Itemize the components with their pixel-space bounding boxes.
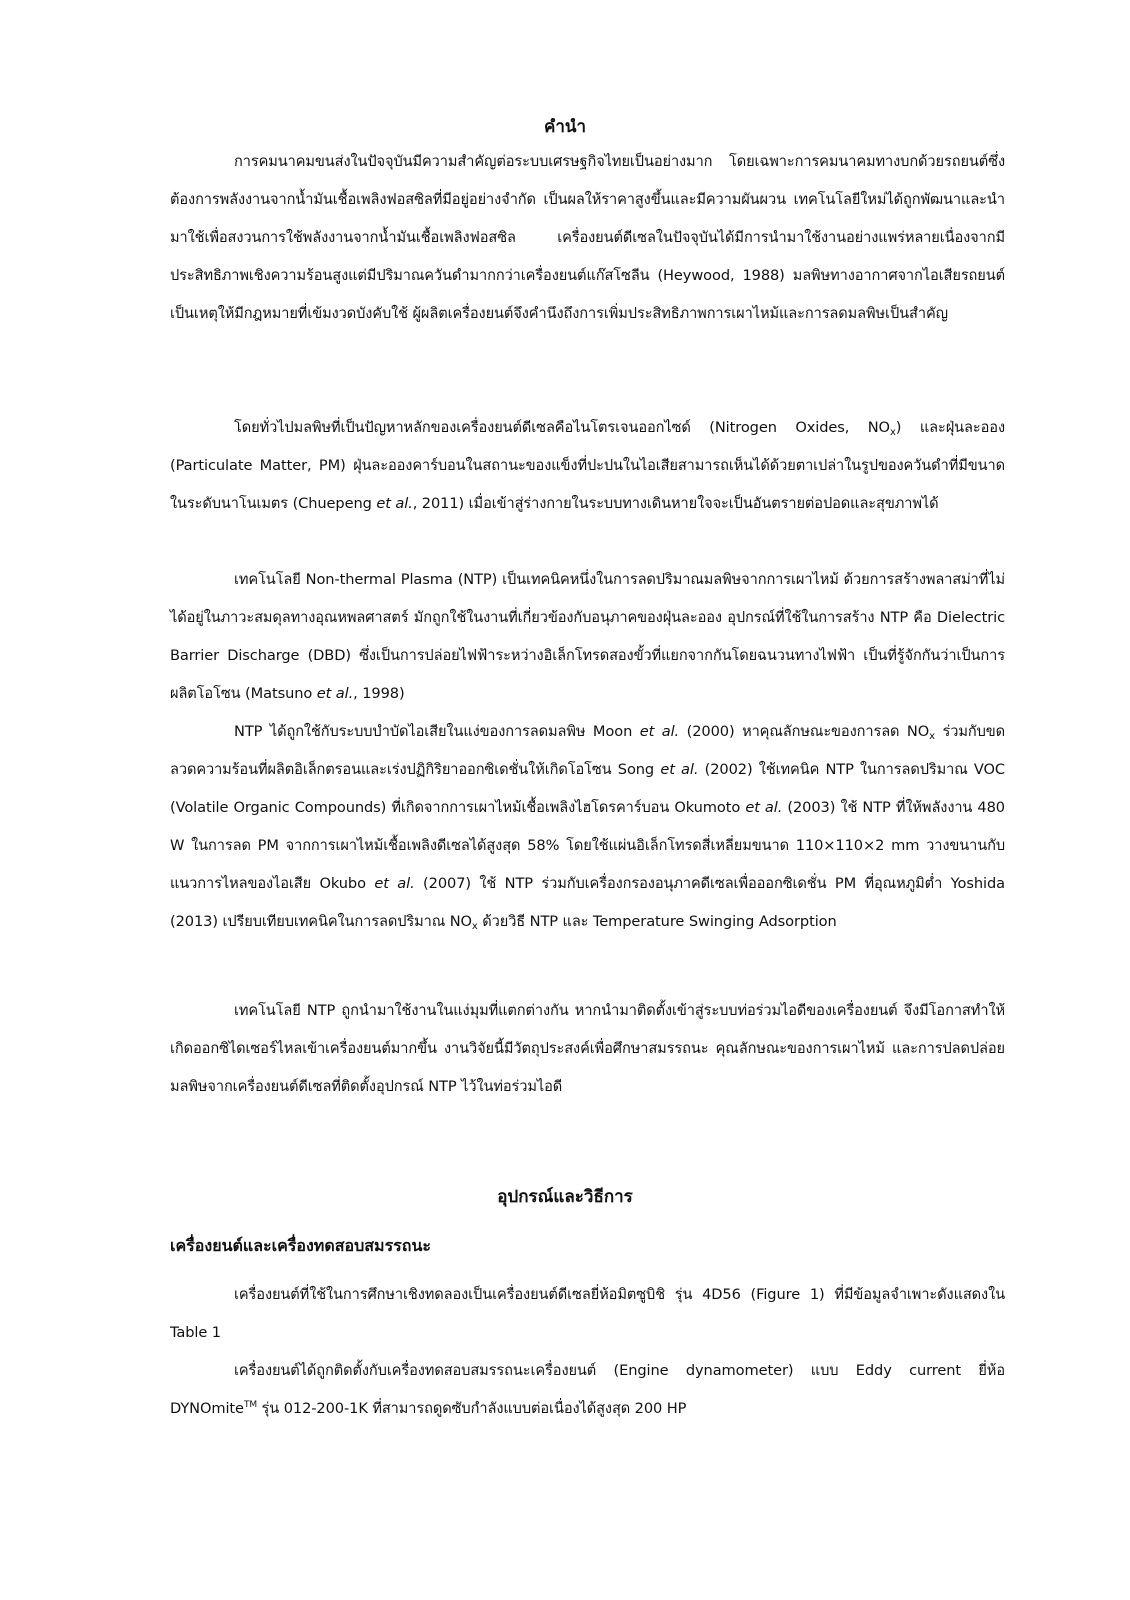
- intro-paragraph-3: เทคโนโลยี Non-thermal Plasma (NTP) เป็นเทคนิคหนึ่งในการลดปริมาณมลพิษจากการเผาไหม้ ด้วยการสร้างพลาสม่าที่ไม่ได้อยู่ในภาวะสมดุลทางอุณหพลศาสตร์ มักถูกใช้ในงานที่เกี่ยวข้องกับอนุภาคของฝุ่นละออง อุปกรณ์ที่ใช้ในการสร้าง NTP คือ Dielectric Barrier Discharge (DBD) ซึ่งเป็นการปล่อยไฟฟ้าระหว่างอิเล็กโทรดสองขั้วที่แยกจากกันโดยฉนวนทางไฟฟ้า เป็นที่รู้จักกันว่าเป็นการผลิตโอโซน (Matsuno et al., 1998): [170, 571, 1005, 702]
- intro-heading: คำนำ: [543, 117, 587, 137]
- methods-heading: อุปกรณ์และวิธีการ: [497, 1187, 633, 1207]
- intro-paragraph-1: การคมนาคมขนส่งในปัจจุบันมีความสำคัญต่อระบบเศรษฐกิจไทยเป็นอย่างมาก โดยเฉพาะการคมนาคมทางบกด้วยรถยนต์ซึ่งต้องการพลังงานจากน้ำมันเชื้อเพลิงฟอสซิลที่มีอยู่อย่างจำกัด เป็นผลให้ราคาสูงขึ้นและมีความผันผวน เทคโนโลยีใหม่ได้ถูกพัฒนาและนำมาใช้เพื่อสงวนการใช้พลังงานจากน้ำมันเชื้อเพลิงฟอสซิล เครื่องยนต์ดีเซลในปัจจุบันได้มีการนำมาใช้งานอย่างแพร่หลายเนื่องจากมีประสิทธิภาพเชิงความร้อนสูงแต่มีปริมาณควันดำมากกว่าเครื่องยนต์แก๊สโซลีน (Heywood, 1988) มลพิษทางอากาศจากไอเสียรถยนต์เป็นเหตุให้มีกฎหมายที่เข้มงวดบังคับใช้ ผู้ผลิตเครื่องยนต์จึงคำนึงถึงการเพิ่มประสิทธิภาพการเผาไหม้และการลดมลพิษเป็นสำคัญ: [170, 153, 1005, 322]
- methods-paragraph-1: เครื่องยนต์ที่ใช้ในการศึกษาเชิงทดลองเป็นเครื่องยนต์ดีเซลยี่ห้อมิตซูบิชิ รุ่น 4D56 (Figure 1) ที่มีข้อมูลจำเพาะดังแสดงใน Table 1: [170, 1286, 1005, 1341]
- intro-paragraph-5: เทคโนโลยี NTP ถูกนำมาใช้งานในแง่มุมที่แตกต่างกัน หากนำมาติดตั้งเข้าสู่ระบบท่อร่วมไอดีของเครื่องยนต์ จึงมีโอกาสทำให้เกิดออกซิไดเซอร์ไหลเข้าเครื่องยนต์มากขึ้น งานวิจัยนี้มีวัตถุประสงค์เพื่อศึกษาสมรรถนะ คุณลักษณะของการเผาไหม้ และการปลดปล่อยมลพิษจากเครื่องยนต์ดีเซลที่ติดตั้งอุปกรณ์ NTP ไว้ในท่อร่วมไอดี: [170, 1002, 1005, 1095]
- methods-subheading: เครื่องยนต์และเครื่องทดสอบสมรรถนะ: [170, 1236, 431, 1255]
- intro-paragraph-4: NTP ได้ถูกใช้กับระบบบำบัดไอเสียในแง่ของการลดมลพิษ Moon et al. (2000) หาคุณลักษณะของการลด $NO_x$ ร่วมกับขดลวดความร้อนที่ผลิตอิเล็กตรอนและเร่งปฏิกิริยาออกซิเดชั่นให้เกิดโอโซน Song et al. (2002) ใช้เทคนิค NTP ในการลดปริมาณ VOC (Volatile Organic Compounds) ที่เกิดจากการเผาไหม้เชื้อเพลิงไฮโดรคาร์บอน Okumoto et al. (2003) ใช้ NTP ที่ให้พลังงาน 480 W ในการลด PM จากการเผาไหม้เชื้อเพลิงดีเซลได้สูงสุด 58% โดยใช้แผ่นอิเล็กโทรดสี่เหลี่ยมขนาด 110×110×2 mm วางขนานกับแนวการไหลของไอเสีย Okubo et al. (2007) ใช้ NTP ร่วมกับเครื่องกรองอนุภาคดีเซลเพื่อออกซิเดชั่น PM ที่อุณหภูมิต่ำ Yoshida (2013) เปรียบเทียบเทคนิคในการลดปริมาณ $NO_x$ ด้วยวิธี NTP และ Temperature Swinging Adsorption: [170, 723, 1005, 932]
- methods-paragraph-2: เครื่องยนต์ได้ถูกติดตั้งกับเครื่องทดสอบสมรรถนะเครื่องยนต์ (Engine dynamometer) แบบ Eddy current ยี่ห้อ DYNOmite™ รุ่น 012-200-1K ที่สามารถดูดซับกำลังแบบต่อเนื่องได้สูงสุด 200 HP: [170, 1362, 1005, 1417]
- intro-paragraph-2: โดยทั่วไปมลพิษที่เป็นปัญหาหลักของเครื่องยนต์ดีเซลคือไนโตรเจนออกไซด์ (Nitrogen Oxides, $NO_x$) และฝุ่นละออง (Particulate Matter, PM) ฝุ่นละอองคาร์บอนในสถานะของแข็งที่ปะปนในไอเสียสามารถเห็นได้ด้วยตาเปล่าในรูปของควันดำที่มีขนาดในระดับนาโนเมตร (Chuepeng et al., 2011) เมื่อเข้าสู่ร่างกายในระบบทางเดินหายใจจะเป็นอันตรายต่อปอดและสุขภาพได้: [170, 419, 1005, 512]
